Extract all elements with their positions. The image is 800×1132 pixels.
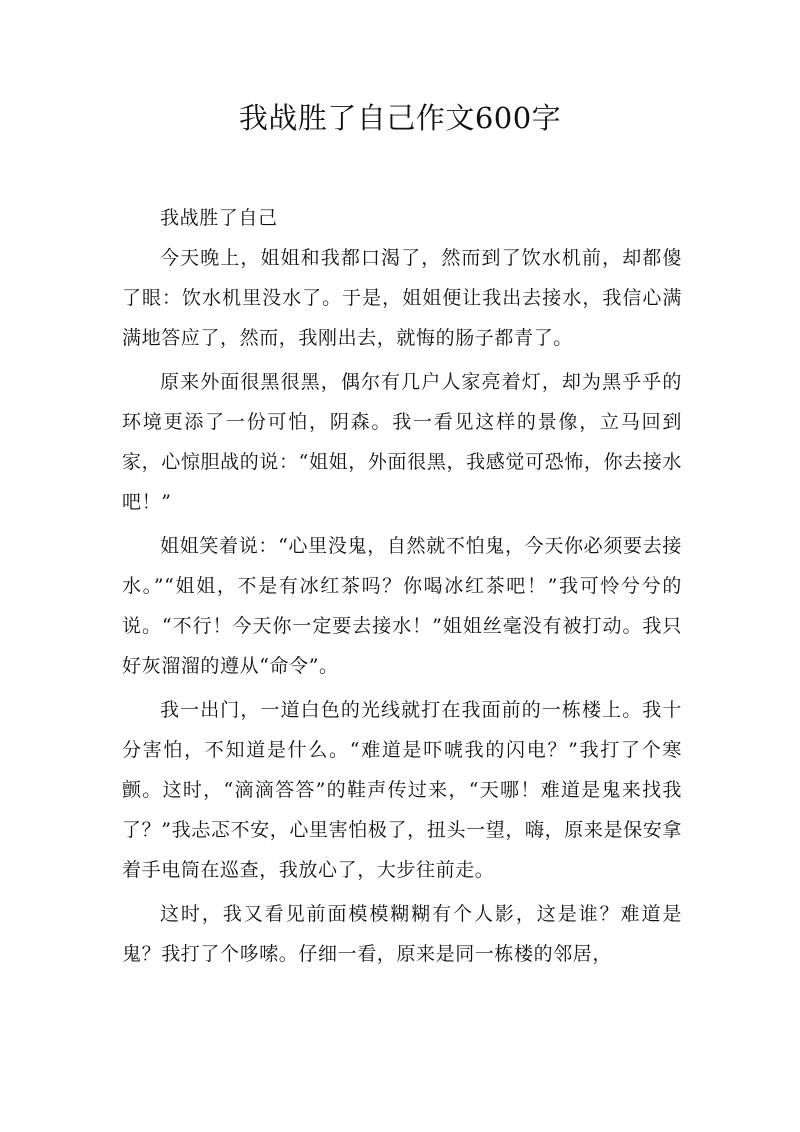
paragraph-5: 这时，我又看见前面模模糊糊有个人影，这是谁？难道是鬼？我打了个哆嗦。仔细一看，原来是同一栋楼的邻居，: [122, 903, 682, 965]
paragraph-1: 今天晚上，姐姐和我都口渴了，然而到了饮水机前，却都傻了眼：饮水机里没水了。于是，姐姐便让我出去接水，我信心满满地答应了，然而，我刚出去，就悔的肠子都青了。: [122, 247, 682, 349]
document-body: [122, 198, 682, 978]
paragraph-4: 我一出门，一道白色的光线就打在我面前的一栋楼上。我十分害怕，不知道是什么。“难道是吓唬我的闪电？”我打了个寒颤。这时，“滴滴答答”的鞋声传过来，“天哪！难道是鬼来找我了？”我忐忑不安，心里害怕极了，扭头一望，嗨，原来是保安拿着手电筒在巡查，我放心了，大步往前走。: [122, 699, 682, 881]
paragraph-2: 原来外面很黑很黑，偶尔有几户人家亮着灯，却为黑乎乎的环境更添了一份可怕，阴森。我一看见这样的景像，立马回到家，心惊胆战的说：“姐姐，外面很黑，我感觉可恐怖，你去接水吧！”: [122, 371, 682, 513]
essay-subtitle: 我战胜了自己: [160, 207, 278, 229]
paragraph-3: 姐姐笑着说：“心里没鬼，自然就不怕鬼，今天你必须要去接水。”“姐姐，不是有冰红茶吗？你喝冰红茶吧！”我可怜兮兮的说。“不行！今天你一定要去接水！”姐姐丝毫没有被打动。我只好灰溜溜的遵从“命令”。: [122, 535, 682, 677]
document-title: 我战胜了自己作文600字: [238, 101, 562, 135]
